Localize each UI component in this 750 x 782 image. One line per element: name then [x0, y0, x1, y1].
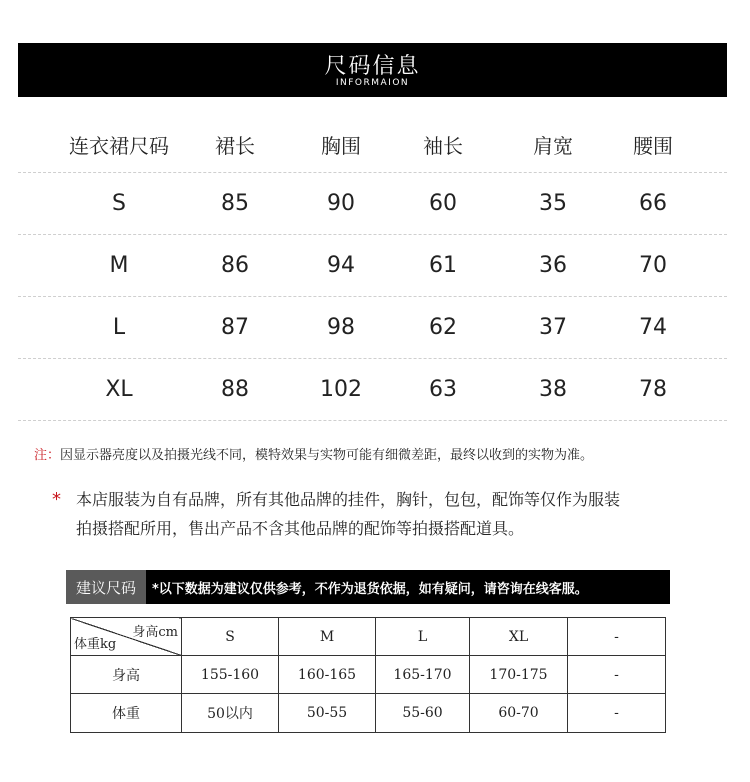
value-cell: 37	[539, 315, 567, 340]
corner-height-label: 身高cm	[132, 625, 178, 640]
header-bust: 胸围	[321, 133, 361, 158]
header-skirt-length: 裙长	[215, 133, 255, 158]
size-cell: S	[112, 191, 126, 216]
value-cell: 61	[429, 253, 457, 278]
disclaimer-line-1: 本店服装为自有品牌，所有其他品牌的挂件，胸针，包包，配饰等仅作为服装	[76, 490, 621, 509]
height-cell: 160-165	[279, 656, 376, 694]
value-cell: 86	[221, 253, 249, 278]
value-cell: 74	[639, 315, 667, 340]
value-cell: 38	[539, 377, 567, 402]
disclaimer-line-2: 拍摄搭配所用，售出产品不含其他品牌的配饰等拍摄搭配道具。	[76, 519, 525, 538]
table-row	[18, 235, 727, 297]
value-cell: 63	[429, 377, 457, 402]
table-row	[71, 618, 666, 656]
recommend-header-bar	[66, 570, 670, 604]
weight-label: 体重	[71, 694, 182, 733]
value-cell: 70	[639, 253, 667, 278]
table-row	[18, 359, 727, 421]
recommend-size-table	[70, 617, 666, 733]
value-cell: 94	[327, 253, 355, 278]
recommend-tag: 建议尺码	[66, 570, 146, 604]
header-dress-size: 连衣裙尺码	[69, 133, 169, 158]
value-cell: 98	[327, 315, 355, 340]
section-banner	[18, 43, 727, 97]
size-cell: M	[109, 253, 129, 278]
table-row	[18, 173, 727, 235]
weight-cell: 50以内	[182, 694, 279, 733]
value-cell: 62	[429, 315, 457, 340]
header-sleeve-length: 袖长	[423, 133, 463, 158]
note-label: 注：	[34, 448, 61, 463]
weight-cell: 55-60	[376, 694, 470, 733]
value-cell: 102	[320, 377, 362, 402]
value-cell: 87	[221, 315, 249, 340]
note-text: 因显示器亮度以及拍摄光线不同，模特效果与实物可能有细微差距，最终以收到的实物为准。	[60, 448, 594, 463]
value-cell: 35	[539, 191, 567, 216]
value-cell: 78	[639, 377, 667, 402]
table-row	[18, 297, 727, 359]
size-cell: XL	[105, 377, 133, 402]
asterisk-icon: *	[52, 489, 61, 510]
size-cell: L	[376, 618, 470, 656]
corner-weight-label: 体重kg	[74, 637, 117, 652]
table-row	[71, 656, 666, 694]
banner-title: 尺码信息	[324, 54, 421, 79]
value-cell: 60	[429, 191, 457, 216]
display-note	[34, 444, 593, 463]
size-cell: XL	[470, 618, 568, 656]
value-cell: 88	[221, 377, 249, 402]
value-cell: 36	[539, 253, 567, 278]
height-cell: 165-170	[376, 656, 470, 694]
value-cell: 90	[327, 191, 355, 216]
weight-cell: -	[568, 694, 666, 733]
weight-cell: 60-70	[470, 694, 568, 733]
header-shoulder-width: 肩宽	[533, 133, 573, 158]
weight-cell: 50-55	[279, 694, 376, 733]
header-waist: 腰围	[633, 133, 673, 158]
height-label: 身高	[71, 656, 182, 694]
height-cell: 155-160	[182, 656, 279, 694]
table-row	[71, 694, 666, 733]
size-cell: S	[182, 618, 279, 656]
value-cell: 85	[221, 191, 249, 216]
value-cell: 66	[639, 191, 667, 216]
size-cell: -	[568, 618, 666, 656]
size-cell: M	[279, 618, 376, 656]
size-cell: L	[112, 315, 126, 340]
size-chart-table	[18, 116, 727, 421]
size-chart-header-row	[18, 116, 727, 173]
height-cell: 170-175	[470, 656, 568, 694]
corner-cell	[71, 618, 182, 656]
recommend-notice: *以下数据为建议仅供参考，不作为退货依据，如有疑问，请咨询在线客服。	[152, 581, 588, 597]
banner-subtitle: INFORMAION	[335, 78, 410, 88]
height-cell: -	[568, 656, 666, 694]
